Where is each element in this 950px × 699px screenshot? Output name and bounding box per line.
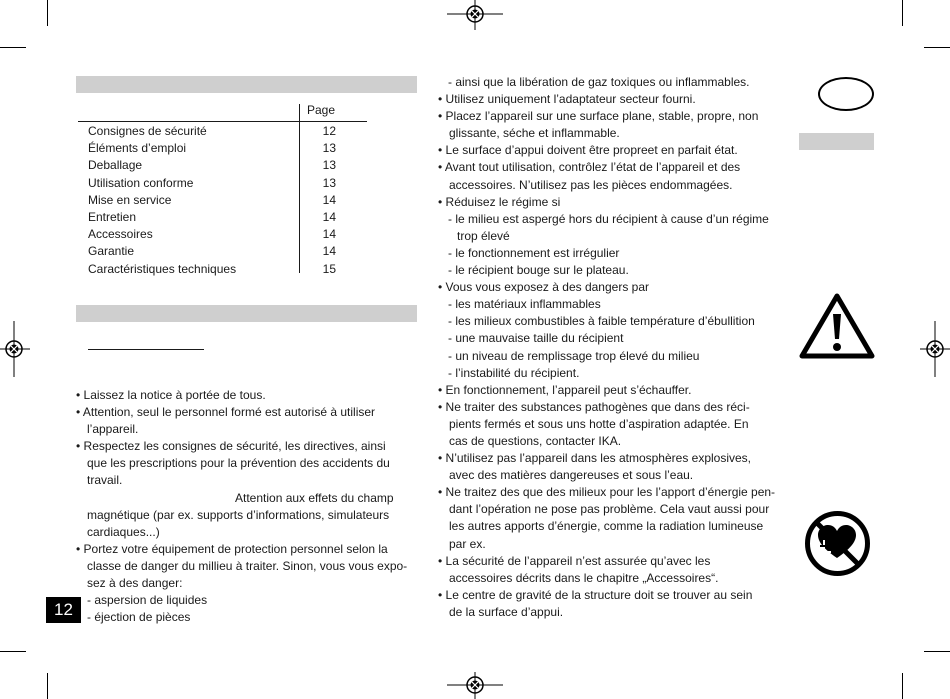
toc-page-header: Page — [307, 103, 336, 117]
text-line: - les milieux combustibles à faible température d’ébullition — [448, 314, 755, 329]
text-line: trop élevé — [457, 228, 510, 243]
crop-mark — [902, 673, 903, 699]
no-pacemaker-icon — [804, 510, 871, 577]
right-column — [438, 74, 783, 621]
toc-entry-title: Consignes de sécurité — [88, 124, 207, 138]
text-line: - aspersion de liquides — [87, 593, 208, 608]
toc-entry — [88, 157, 338, 174]
text-line: par ex. — [449, 536, 486, 551]
text-line: - les matériaux inflammables — [448, 297, 601, 312]
text-line: pients fermés et sous uns hotte d’aspiration adaptée. En — [449, 416, 749, 431]
crop-mark — [902, 0, 903, 26]
text-line: • Utilisez uniquement l’adaptateur secteur fourni. — [438, 92, 696, 107]
text-line: - ainsi que la libération de gaz toxiques ou inflammables. — [448, 75, 750, 89]
toc-entry-title: Entretien — [88, 209, 137, 224]
language-oval — [818, 77, 874, 111]
text-line: • Avant tout utilisation, contrôlez l’état de l’appareil et des — [438, 160, 741, 175]
toc-entry — [88, 226, 338, 243]
toc-list — [88, 123, 338, 278]
text-line: • Ne traiter des substances pathogènes que dans des réci- — [438, 399, 750, 414]
toc-entry-title: Éléments d’emploi — [88, 141, 187, 156]
crop-mark — [924, 47, 950, 48]
toc-entry-page: 13 — [322, 175, 336, 190]
toc-entry-page: 13 — [322, 141, 336, 156]
text-line: avec des matières dangereuses et sous l’eau. — [449, 468, 694, 483]
toc-entry-page: 14 — [322, 209, 336, 224]
text-line: • Réduisez le régime si — [438, 194, 561, 209]
heading-underline — [88, 349, 204, 350]
toc-entry — [88, 140, 338, 157]
text-line: - le récipient bouge sur le plateau. — [448, 263, 629, 278]
text-line: - l’instabilité du récipient. — [448, 365, 580, 380]
text-line: • En fonctionnement, l’appareil peut s’échauffer. — [438, 382, 692, 397]
crop-mark — [924, 651, 950, 652]
page-number: 12 — [46, 597, 81, 623]
text-line: classe de danger du millieu à traiter. Sinon, vous vous expo- — [87, 558, 408, 573]
toc-entry-page: 12 — [322, 124, 336, 138]
text-line: - une mauvaise taille du récipient — [448, 331, 624, 346]
crop-mark — [0, 651, 26, 652]
toc-entry-title: Deballage — [88, 158, 143, 173]
text-line: - un niveau de remplissage trop élevé du milieu — [448, 348, 700, 363]
text-line: • Placez l’appareil sur une surface plane, stable, propre, non — [438, 109, 759, 124]
text-line: • Attention, seul le personnel formé est autorisé à utiliser — [76, 405, 376, 420]
text-line: • N’utilisez pas l’appareil dans les atmosphères explosives, — [438, 451, 752, 466]
registration-mark-icon — [447, 672, 503, 699]
toc-rule — [78, 121, 367, 122]
toc-entry-title: Accessoires — [88, 227, 153, 242]
crop-mark — [47, 0, 48, 26]
text-line: • Ne traitez des que des milieux pour les l’apport d’énergie pen- — [438, 485, 776, 500]
text-line: travail. — [87, 473, 123, 488]
toc-entry-title: Caractéristiques techniques — [88, 261, 237, 276]
text-line: • Laissez la notice à portée de tous. — [76, 388, 266, 402]
crop-mark — [47, 673, 48, 699]
text-line: cas de questions, contacter IKA. — [449, 433, 622, 448]
toc-entry-page: 13 — [322, 158, 336, 173]
text-line: magnétique (par ex. supports d’informations, simulateurs — [87, 507, 390, 522]
text-line: • La sécurité de l’appareil n’est assurée qu’avec les — [438, 553, 711, 568]
text-line: Attention aux effets du champ — [235, 490, 394, 505]
registration-mark-icon — [0, 321, 30, 377]
text-line: glissante, séche et inflammable. — [449, 126, 620, 141]
section-bar — [76, 76, 417, 93]
toc-entry — [88, 123, 338, 140]
toc-entry — [88, 243, 338, 260]
toc-entry-title: Mise en service — [88, 192, 172, 207]
text-line: accessoires décrits dans le chapitre „Accessoires“. — [449, 570, 719, 585]
toc-entry-title: Garantie — [88, 244, 135, 259]
text-line: accessoires. N’utilisez pas les pièces endommagées. — [449, 177, 733, 192]
toc-entry-page: 14 — [322, 227, 336, 242]
warning-triangle-icon — [799, 292, 875, 360]
text-line: - éjection de pièces — [87, 610, 191, 625]
text-line: cardiaques...) — [87, 524, 160, 539]
text-line: de la surface d’appui. — [449, 604, 564, 619]
text-line: • Respectez les consignes de sécurité, les directives, ainsi — [76, 439, 386, 454]
toc-entry-page: 14 — [322, 244, 336, 259]
left-column — [76, 387, 416, 626]
crop-mark — [0, 47, 26, 48]
registration-mark-icon — [920, 321, 950, 377]
toc-entry — [88, 261, 338, 278]
text-line: que les prescriptions pour la prévention des accidents du — [87, 456, 390, 471]
toc-entry — [88, 175, 338, 192]
text-line: les autres apports d’énergie, comme la radiation lumineuse — [449, 519, 764, 534]
toc-entry-title: Utilisation conforme — [88, 175, 194, 190]
side-tab-bar — [799, 133, 874, 150]
toc-entry-page: 15 — [322, 261, 336, 276]
section-bar — [76, 305, 417, 322]
toc-entry-page: 14 — [322, 192, 336, 207]
toc-entry — [88, 209, 338, 226]
text-line: • Le centre de gravité de la structure doit se trouver au sein — [438, 587, 753, 602]
registration-mark-icon — [447, 0, 503, 30]
text-line: - le fonctionnement est irrégulier — [448, 245, 620, 260]
text-line: • Vous vous exposez à des dangers par — [438, 280, 650, 295]
text-line: dant l’opération ne pose pas problème. Cela vaut aussi pour — [449, 502, 770, 517]
text-line: l’appareil. — [87, 422, 139, 437]
text-line: • Portez votre équipement de protection personnel selon la — [76, 541, 388, 556]
toc-entry — [88, 192, 338, 209]
text-line: • Le surface d’appui doivent être propreet en parfait état. — [438, 143, 738, 158]
text-line: - le milieu est aspergé hors du récipient à cause d’un régime — [448, 211, 769, 226]
text-line: sez à des danger: — [87, 576, 183, 591]
